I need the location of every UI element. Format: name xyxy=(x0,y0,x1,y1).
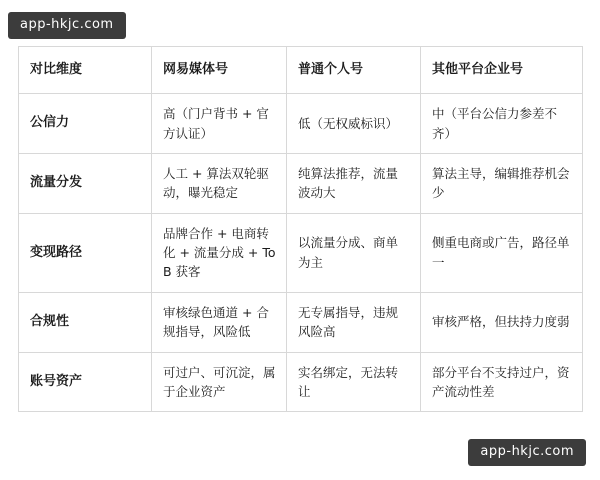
table-row xyxy=(19,213,583,292)
table-cell: 部分平台不支持过户，资产流动性差 xyxy=(421,352,583,412)
table-row xyxy=(19,153,583,213)
row-dimension-label: 变现路径 xyxy=(19,213,152,292)
row-dimension-label: 账号资产 xyxy=(19,352,152,412)
table-cell: 高（门户背书 + 官方认证） xyxy=(152,94,287,154)
table-row xyxy=(19,352,583,412)
table-cell: 实名绑定，无法转让 xyxy=(287,352,421,412)
row-dimension-label: 流量分发 xyxy=(19,153,152,213)
table-row xyxy=(19,94,583,154)
table-cell: 审核严格，但扶持力度弱 xyxy=(421,292,583,352)
table-header-cell-0: 对比维度 xyxy=(19,47,152,94)
table-header-row xyxy=(19,47,583,94)
watermark-top: app-hkjc.com xyxy=(8,12,126,39)
table-cell: 算法主导，编辑推荐机会少 xyxy=(421,153,583,213)
table-cell: 以流量分成、商单为主 xyxy=(287,213,421,292)
comparison-table-container xyxy=(18,46,582,412)
comparison-table xyxy=(18,46,583,412)
table-cell: 纯算法推荐，流量波动大 xyxy=(287,153,421,213)
table-cell: 品牌合作 + 电商转化 + 流量分成 + To B 获客 xyxy=(152,213,287,292)
table-cell: 无专属指导，违规风险高 xyxy=(287,292,421,352)
table-cell: 低（无权威标识） xyxy=(287,94,421,154)
watermark-bottom: app-hkjc.com xyxy=(468,439,586,466)
table-cell: 人工 + 算法双轮驱动，曝光稳定 xyxy=(152,153,287,213)
table-cell: 可过户、可沉淀，属于企业资产 xyxy=(152,352,287,412)
table-cell: 审核绿色通道 + 合规指导，风险低 xyxy=(152,292,287,352)
row-dimension-label: 公信力 xyxy=(19,94,152,154)
table-header-cell-1: 网易媒体号 xyxy=(152,47,287,94)
table-cell: 中（平台公信力参差不齐） xyxy=(421,94,583,154)
table-header-cell-2: 普通个人号 xyxy=(287,47,421,94)
table-header-cell-3: 其他平台企业号 xyxy=(421,47,583,94)
table-row xyxy=(19,292,583,352)
row-dimension-label: 合规性 xyxy=(19,292,152,352)
table-cell: 侧重电商或广告，路径单一 xyxy=(421,213,583,292)
